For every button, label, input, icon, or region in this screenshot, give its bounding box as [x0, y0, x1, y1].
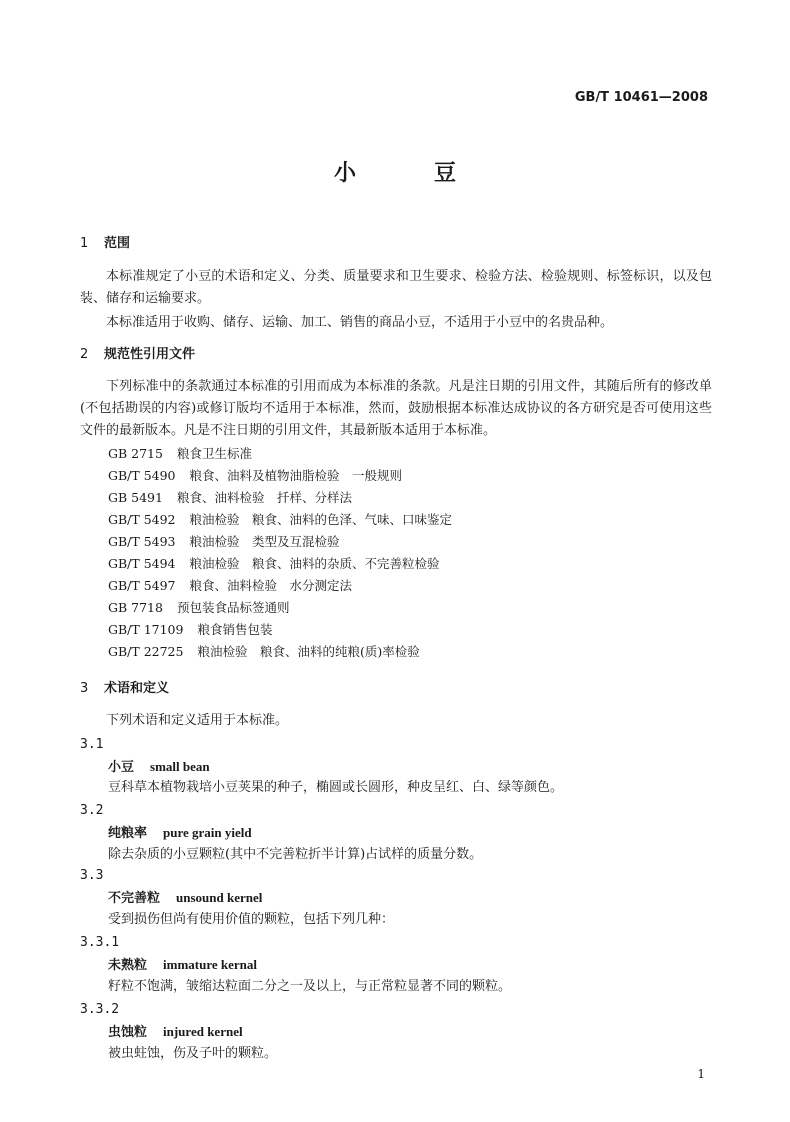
- reference-code: GB/T 22725: [108, 644, 184, 659]
- standard-number: GB/T 10461—2008: [574, 90, 708, 105]
- reference-title: 粮油检验 类型及互混检验: [189, 534, 340, 549]
- term-english: small bean: [150, 759, 210, 774]
- term-number: 3.3.2: [80, 1002, 120, 1017]
- reference-code: GB/T 5492: [108, 512, 176, 527]
- term-chinese: 小豆: [108, 760, 135, 775]
- reference-item: [108, 624, 272, 637]
- reference-item: [108, 558, 440, 571]
- reference-code: GB 2715: [108, 446, 163, 461]
- section-title: 规范性引用文件: [104, 347, 196, 362]
- term-heading: [108, 958, 257, 972]
- reference-title: 粮食、油料检验 扦样、分样法: [176, 490, 352, 505]
- section-heading-scope: [80, 237, 130, 250]
- reference-code: GB/T 5497: [108, 578, 176, 593]
- section-heading-normative-references: [80, 348, 195, 361]
- term-chinese: 虫蚀粒: [108, 1025, 148, 1040]
- reference-title: 粮食、油料及植物油脂检验 一般规则: [189, 468, 403, 483]
- section-number: 3: [80, 681, 89, 696]
- term-number: 3.3: [80, 868, 104, 883]
- reference-item: [108, 470, 402, 483]
- reference-item: [108, 580, 352, 593]
- scope-paragraph-2: 本标准适用于收购、储存、运输、加工、销售的商品小豆，不适用于小豆中的名贵品种。: [106, 315, 614, 330]
- reference-title: 粮油检验 粮食、油料的杂质、不完善粒检验: [189, 556, 440, 571]
- term-chinese: 不完善粒: [108, 891, 161, 906]
- term-english: pure grain yield: [163, 825, 252, 840]
- section-number: 1: [80, 236, 89, 251]
- reference-title: 粮食销售包装: [197, 622, 273, 637]
- reference-title: 预包装食品标签通则: [176, 600, 290, 615]
- reference-code: GB/T 5490: [108, 468, 176, 483]
- reference-item: [108, 514, 452, 527]
- reference-code: GB 7718: [108, 600, 163, 615]
- term-definition: 豆科草本植物栽培小豆荚果的种子，椭圆或长圆形，种皮呈红、白、绿等颜色。: [108, 780, 564, 795]
- page-title: 小豆: [333, 160, 534, 186]
- term-english: unsound kernel: [176, 890, 263, 905]
- reference-code: GB 5491: [108, 490, 163, 505]
- reference-item: [108, 646, 420, 659]
- term-number: 3.2: [80, 803, 104, 818]
- reference-code: GB/T 5494: [108, 556, 176, 571]
- term-heading: [108, 826, 252, 840]
- section-heading-terms-and-definitions: [80, 682, 169, 695]
- term-number: 3.3.1: [80, 935, 120, 950]
- term-definition: 受到损伤但尚有使用价值的颗粒，包括下列几种：: [108, 912, 395, 927]
- reference-code: GB/T 17109: [108, 622, 184, 637]
- reference-code: GB/T 5493: [108, 534, 176, 549]
- normative-intro-paragraph: 下列标准中的条款通过本标准的引用而成为本标准的条款。凡是注日期的引用文件，其随后所有的修改单(不包括勘误的内容)或修订版均不适用于本标准，然而，鼓励根据本标准达成协议的各方研究是否可使用这些文件的最新版本。凡是不注日期的引用文件，其最新版本适用于本标准。: [80, 379, 712, 438]
- reference-item: [108, 492, 352, 505]
- reference-title: 粮油检验 粮食、油料的色泽、气味、口味鉴定: [189, 512, 453, 527]
- scope-paragraph-1: 本标准规定了小豆的术语和定义、分类、质量要求和卫生要求、检验方法、检验规则、标签标识，以及包装、储存和运输要求。: [80, 269, 712, 306]
- term-heading: [108, 891, 262, 905]
- section-number: 2: [80, 347, 89, 362]
- reference-title: 粮食卫生标准: [176, 446, 252, 461]
- reference-item: [108, 602, 289, 615]
- reference-title: 粮油检验 粮食、油料的纯粮(质)率检验: [197, 644, 420, 659]
- page-number: 1: [697, 1067, 705, 1081]
- term-chinese: 纯粮率: [108, 826, 148, 841]
- reference-item: [108, 536, 340, 549]
- term-number: 3.1: [80, 737, 104, 752]
- reference-item: [108, 448, 252, 461]
- term-definition: 被虫蛀蚀，伤及子叶的颗粒。: [108, 1046, 278, 1061]
- term-heading: [108, 760, 210, 774]
- term-definition: 除去杂质的小豆颗粒(其中不完善粒折半计算)占试样的质量分数。: [108, 847, 483, 862]
- terms-intro-paragraph: 下列术语和定义适用于本标准。: [106, 713, 289, 728]
- term-heading: [108, 1025, 243, 1039]
- section-title: 术语和定义: [104, 681, 170, 696]
- term-definition: 籽粒不饱满，皱缩达粒面二分之一及以上，与正常粒显著不同的颗粒。: [108, 979, 512, 994]
- reference-title: 粮食、油料检验 水分测定法: [189, 578, 353, 593]
- term-chinese: 未熟粒: [108, 958, 148, 973]
- term-english: immature kernal: [163, 957, 258, 972]
- term-english: injured kernel: [163, 1024, 243, 1039]
- section-title: 范围: [104, 236, 131, 251]
